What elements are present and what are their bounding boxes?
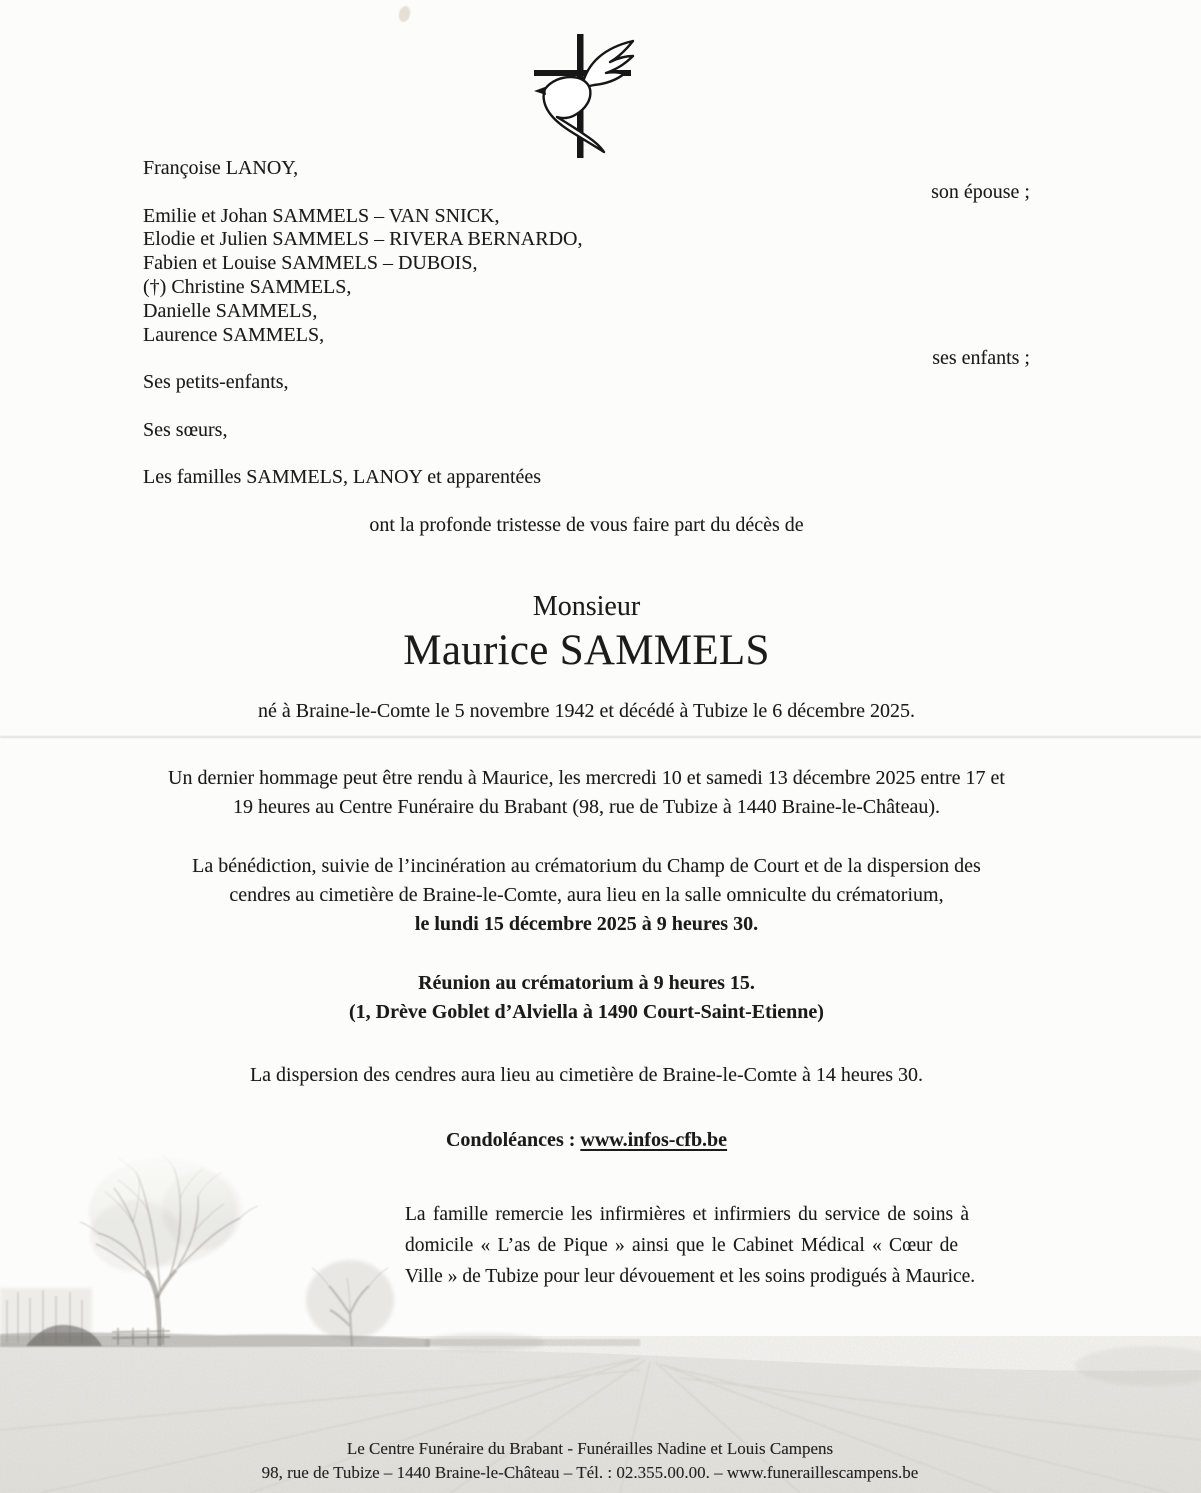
funeral-home-contact: 98, rue de Tubize – 1440 Braine-le-Château – Tél. : 02.355.00.00. – www.funeraillescampens.be: [261, 1462, 919, 1482]
thanks-line: domicile « L’as de Pique » ainsi que le Cabinet Médical « Cœur de: [405, 1235, 959, 1256]
thanks-line: La famille remercie les infirmières et infirmiers du service de soins à: [405, 1204, 970, 1225]
civility-title: Monsieur: [532, 591, 641, 622]
fold-crease: [0, 736, 1201, 738]
dispersion-line: La dispersion des cendres aura lieu au cimetière de Braine-le-Comte à 14 heures 30.: [249, 1064, 924, 1086]
benediction-line: La bénédiction, suivie de l’incinération au crématorium du Champ de Court et de la dispersion des: [192, 855, 981, 877]
child-line: Danielle SAMMELS,: [143, 299, 318, 322]
tribute-line: 19 heures au Centre Funéraire du Brabant (98, rue de Tubize à 1440 Braine-le-Château).: [233, 796, 940, 818]
funeral-home-name: Le Centre Funéraire du Brabant - Funérailles Nadine et Louis Campens: [346, 1439, 834, 1458]
sisters-line: Ses sœurs,: [143, 418, 228, 441]
cross-with-dove-icon: [530, 28, 642, 164]
funeral-home-footer: [0, 1437, 1180, 1484]
child-line: Elodie et Julien SAMMELS – RIVERA BERNARDO,: [143, 228, 583, 251]
tree-clump: [306, 1260, 394, 1346]
meeting-address-line: (1, Drève Goblet d’Alviella à 1490 Court-Saint-Etienne): [349, 1001, 824, 1023]
grandchildren-line: Ses petits-enfants,: [143, 371, 289, 394]
child-line: Fabien et Louise SAMMELS – DUBOIS,: [143, 252, 478, 275]
headline-block: [143, 589, 1030, 677]
dove-beak: [534, 87, 546, 95]
thanks-paragraph: [405, 1199, 1025, 1292]
benediction-date-line: le lundi 15 décembre 2025 à 9 heures 30.: [414, 913, 759, 935]
meeting-block: [143, 969, 1030, 1027]
meeting-time-line: Réunion au crématorium à 9 heures 15.: [418, 972, 755, 994]
benediction-line: cendres au cimetière de Braine-le-Comte, aura lieu en la salle omniculte du crématorium,: [229, 884, 944, 906]
condolences-label: Condoléances :: [445, 1129, 581, 1151]
child-line: (†) Christine SAMMELS,: [143, 275, 352, 298]
tribute-paragraph: [143, 764, 1030, 822]
thanks-line: Ville » de Tubize pour leur dévouement et les soins prodigués à Maurice.: [405, 1266, 976, 1287]
life-dates-line: né à Braine-le-Comte le 5 novembre 1942 et décédé à Tubize le 6 décembre 2025.: [258, 700, 915, 722]
spouse-relation-label: son épouse ;: [931, 180, 1030, 203]
condolences-link[interactable]: www.infos-cfb.be: [580, 1129, 728, 1151]
scan-smudge: [397, 5, 412, 23]
deceased-name: Maurice SAMMELS: [403, 627, 770, 674]
child-line: Laurence SAMMELS,: [143, 323, 325, 346]
intro-line: ont la profonde tristesse de vous faire part du décès de: [369, 513, 804, 536]
spouse-name: Françoise LANOY,: [143, 157, 299, 179]
families-line: Les familles SAMMELS, LANOY et apparentées: [143, 466, 542, 489]
benediction-paragraph: [143, 852, 1030, 939]
tribute-line: Un dernier hommage peut être rendu à Maurice, les mercredi 10 et samedi 13 décembre 2025 entre 17 et: [168, 767, 1005, 789]
children-relation-label: ses enfants ;: [932, 347, 1030, 370]
family-block: [143, 157, 1030, 538]
child-line: Emilie et Johan SAMMELS – VAN SNICK,: [143, 204, 500, 227]
condolences-line: [143, 1126, 1030, 1155]
